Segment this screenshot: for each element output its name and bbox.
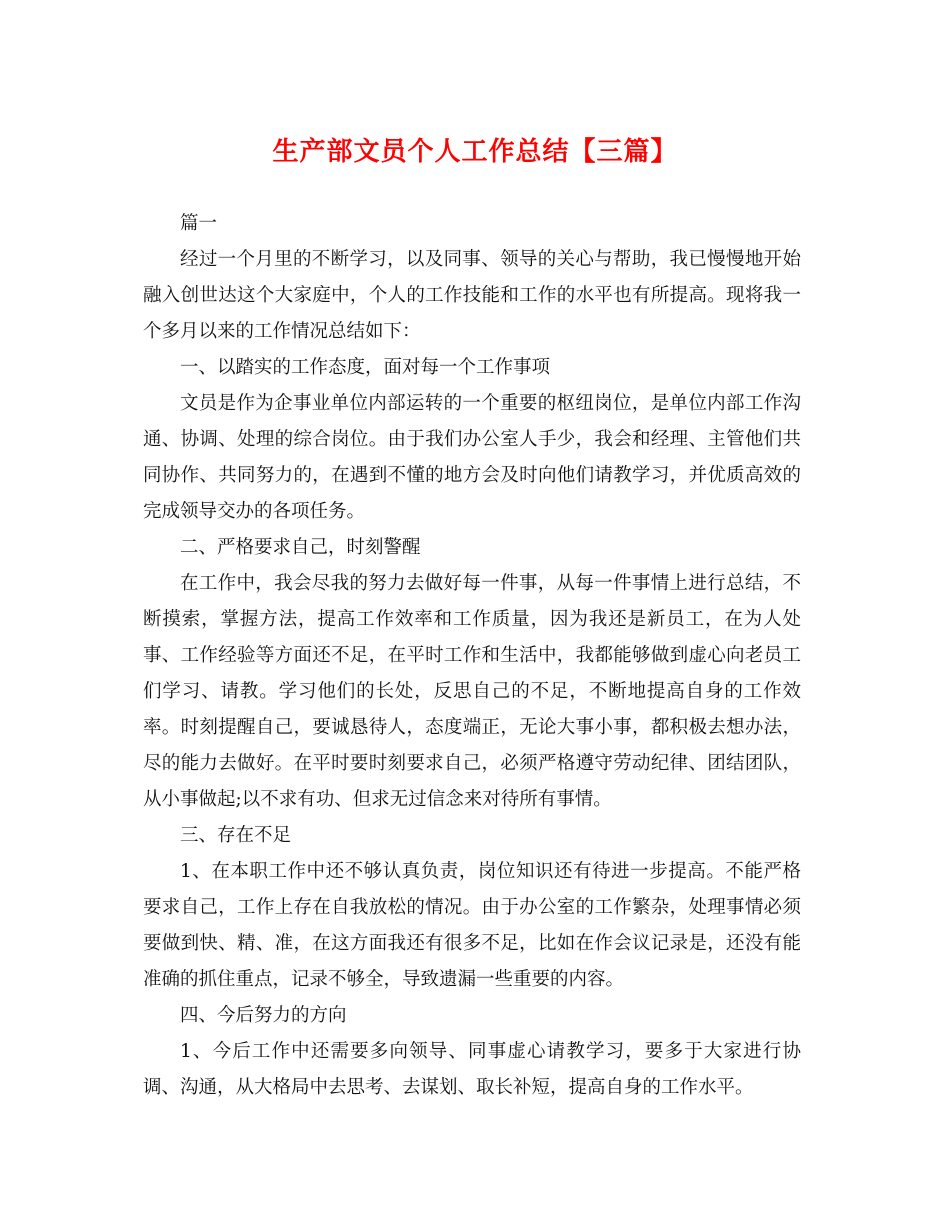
intro-paragraph: 经过一个月里的不断学习，以及同事、领导的关心与帮助，我已慢慢地开始融入创世达这个大家庭中，个人的工作技能和工作的水平也有所提高。现将我一个多月以来的工作情况总结如下： [143, 249, 801, 342]
body-paragraph: 文员是作为企事业单位内部运转的一个重要的枢纽岗位，是单位内部工作沟通、协调、处理的综合岗位。由于我们办公室人手少，我会和经理、主管他们共同协作、共同努力的，在遇到不懂的地方会及时向他们请教学习，并优质高效的完成领导交办的各项任务。 [143, 393, 801, 522]
section-heading-4: 四、今后努力的方向 [180, 1005, 347, 1026]
body-paragraph: 1、在本职工作中还不够认真负责，岗位知识还有待进一步提高。不能严格要求自己，工作上存在自我放松的情况。由于办公室的工作繁杂，处理事情必须要做到快、精、准，在这方面我还有很多不足，比如在作会议记录是，还没有能准确的抓住重点，记录不够全，导致遗漏一些重要的内容。 [143, 861, 801, 990]
body-paragraph: 在工作中，我会尽我的努力去做好每一件事，从每一件事情上进行总结，不断摸索，掌握方法，提高工作效率和工作质量，因为我还是新员工，在为人处事、工作经验等方面还不足，在平时工作和生活中，我都能够做到虚心向老员工们学习、请教。学习他们的长处，反思自己的不足，不断地提高自身的工作效率。时刻提醒自己，要诚恳待人，态度端正，无论大事小事，都积极去想办法，尽的能力去做好。在平时要时刻要求自己，必须严格遵守劳动纪律、团结团队，从小事做起;以不求有功、但求无过信念来对待所有事情。 [143, 573, 801, 810]
section-heading-3: 三、存在不足 [180, 825, 292, 846]
body-paragraph: 1、今后工作中还需要多向领导、同事虚心请教学习，要多于大家进行协调、沟通，从大格局中去思考、去谋划、取长补短，提高自身的工作水平。 [143, 1041, 801, 1098]
section-heading-1: 一、以踏实的工作态度，面对每一个工作事项 [180, 357, 551, 378]
section-heading-2: 二、严格要求自己，时刻警醒 [180, 537, 421, 558]
document-title: 生产部文员个人工作总结【三篇】 [272, 137, 678, 167]
document-body [143, 206, 801, 1106]
section-heading-part-one: 篇一 [180, 213, 218, 234]
